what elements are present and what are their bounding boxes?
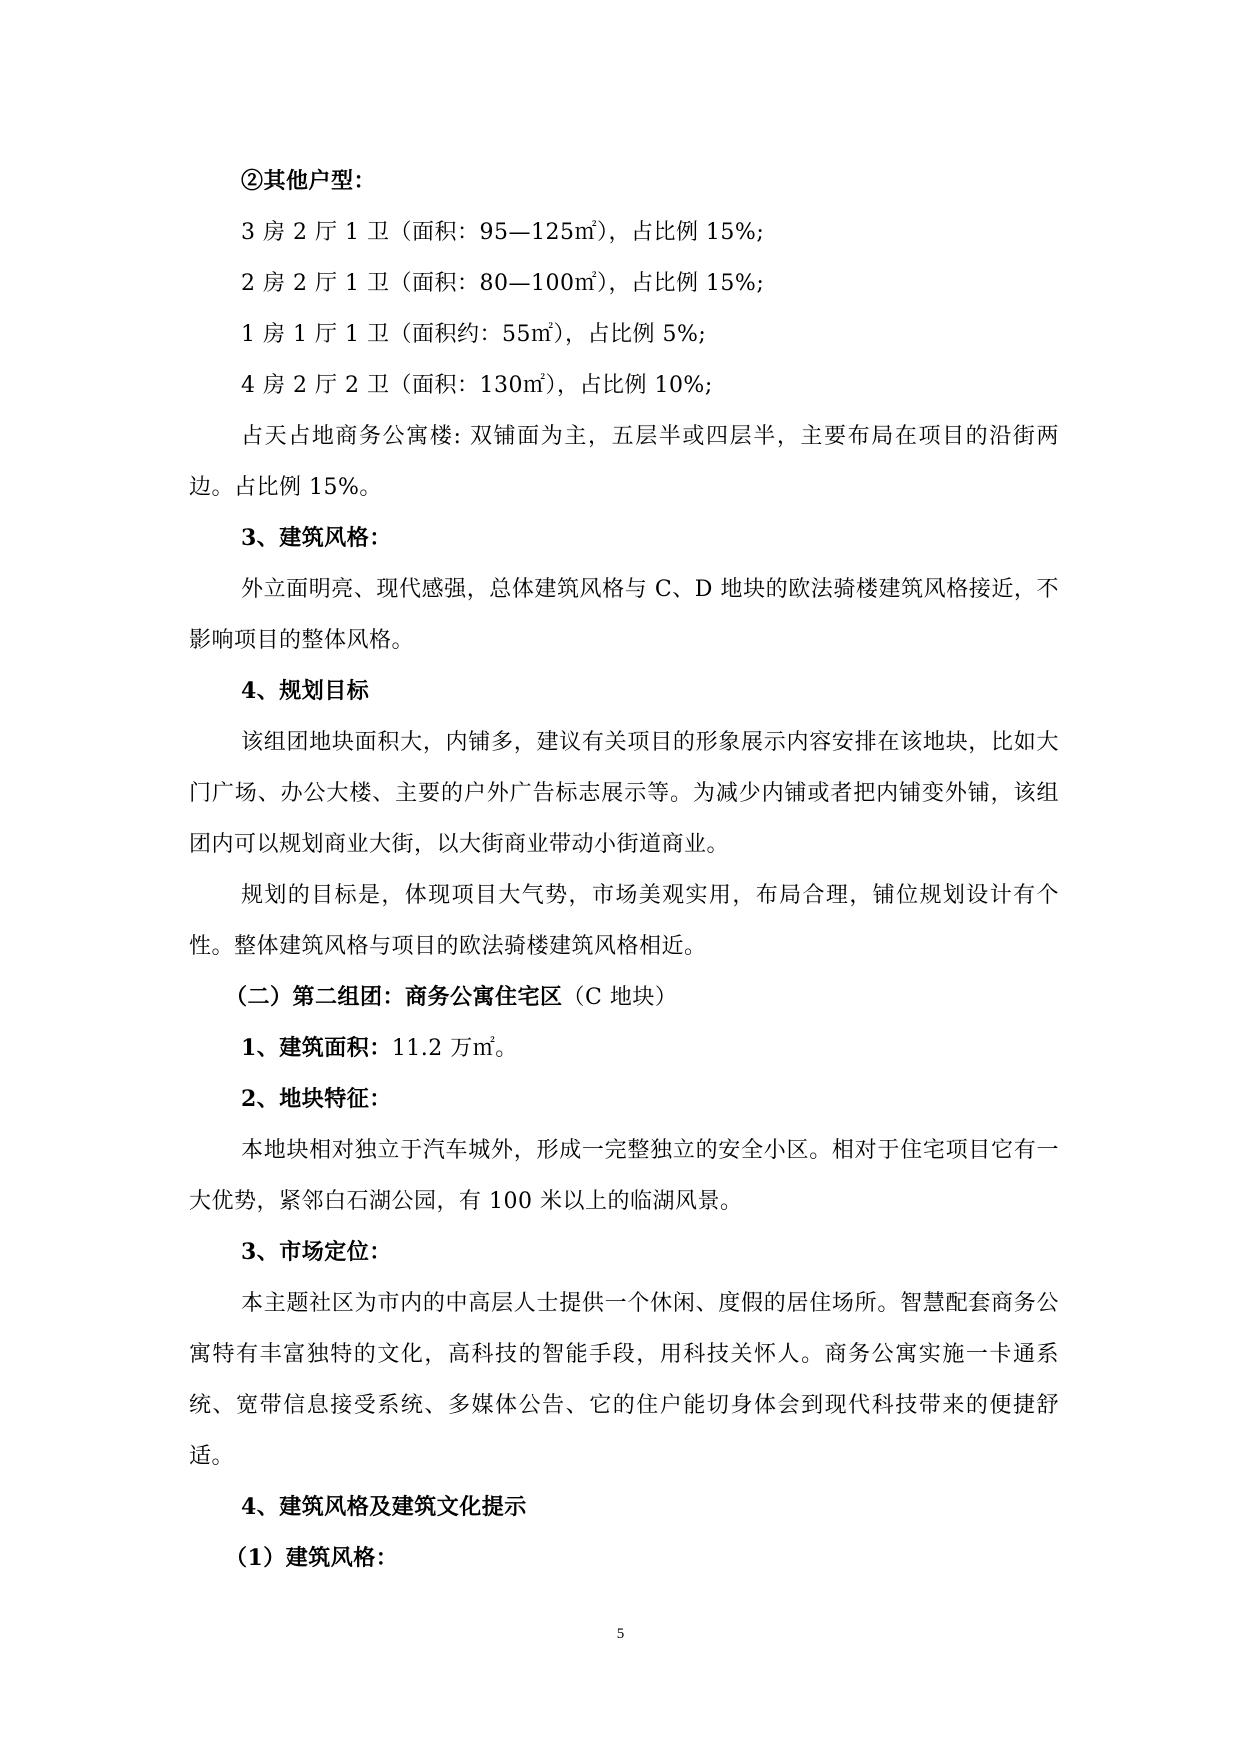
commercial-apartment-paragraph: 占天占地商务公寓楼: 双铺面为主，五层半或四层半，主要布局在项目的沿街两边。占比例 15%。 [189,424,1059,500]
page-number: 5 [616,1626,625,1642]
section-heading: 4、规划目标 [241,678,370,704]
page-content [189,156,1059,1584]
architecture-style-paragraph: 外立面明亮、现代感强，总体建筑风格与 C、D 地块的欧法骑楼建筑风格接近，不影响项目的整体风格。 [189,577,1059,653]
subsection-heading: （1）建筑风格： [225,1545,399,1571]
other-types-heading: ②其他户型： [241,168,377,194]
plot-features-paragraph: 本地块相对独立于汽车城外，形成一完整独立的安全小区。相对于住宅项目它有一大优势，紧邻白石湖公园，有 100 米以上的临湖风景。 [189,1138,1059,1214]
unit-type-line: 4 房 2 厅 2 卫（面积：130㎡），占比例 10%; [241,373,713,398]
market-positioning-paragraph: 本主题社区为市内的中高层人士提供一个休闲、度假的居住场所。智慧配套商务公寓特有丰富独特的文化，高科技的智能手段，用科技关怀人。商务公寓实施一卡通系统、宽带信息接受系统、多媒体公告、它的住户能切身体会到现代科技带来的便捷舒适。 [189,1291,1059,1469]
group-heading-note: （C 地块） [562,985,678,1010]
group-heading [189,972,1059,1023]
unit-type-line: 2 房 2 厅 1 卫（面积：80—100㎡），占比例 15%; [241,271,765,296]
unit-type-line: 1 房 1 厅 1 卫（面积约：55㎡），占比例 5%; [241,322,707,347]
section-heading: 1、建筑面积： [241,1035,392,1061]
section-heading: 3、建筑风格： [241,525,392,551]
section-heading: 2、地块特征： [241,1086,392,1112]
section-heading: 4、建筑风格及建筑文化提示 [241,1494,527,1520]
unit-type-line: 3 房 2 厅 1 卫（面积：95—125㎡），占比例 15%; [241,220,765,245]
planning-goal-paragraph: 规划的目标是，体现项目大气势，市场美观实用，布局合理，铺位规划设计有个性。整体建筑风格与项目的欧法骑楼建筑风格相近。 [189,883,1059,959]
building-area-line [189,1023,1059,1074]
planning-goal-paragraph: 该组团地块面积大，内铺多，建议有关项目的形象展示内容安排在该地块，比如大门广场、办公大楼、主要的户外广告标志展示等。为减少内铺或者把内铺变外铺，该组团内可以规划商业大街，以大街商业带动小街道商业。 [189,730,1059,857]
building-area-value: 11.2 万㎡。 [391,1036,518,1061]
section-heading: 3、市场定位： [241,1239,392,1265]
group-heading-title: （二）第二组团：商务公寓住宅区 [225,984,563,1010]
